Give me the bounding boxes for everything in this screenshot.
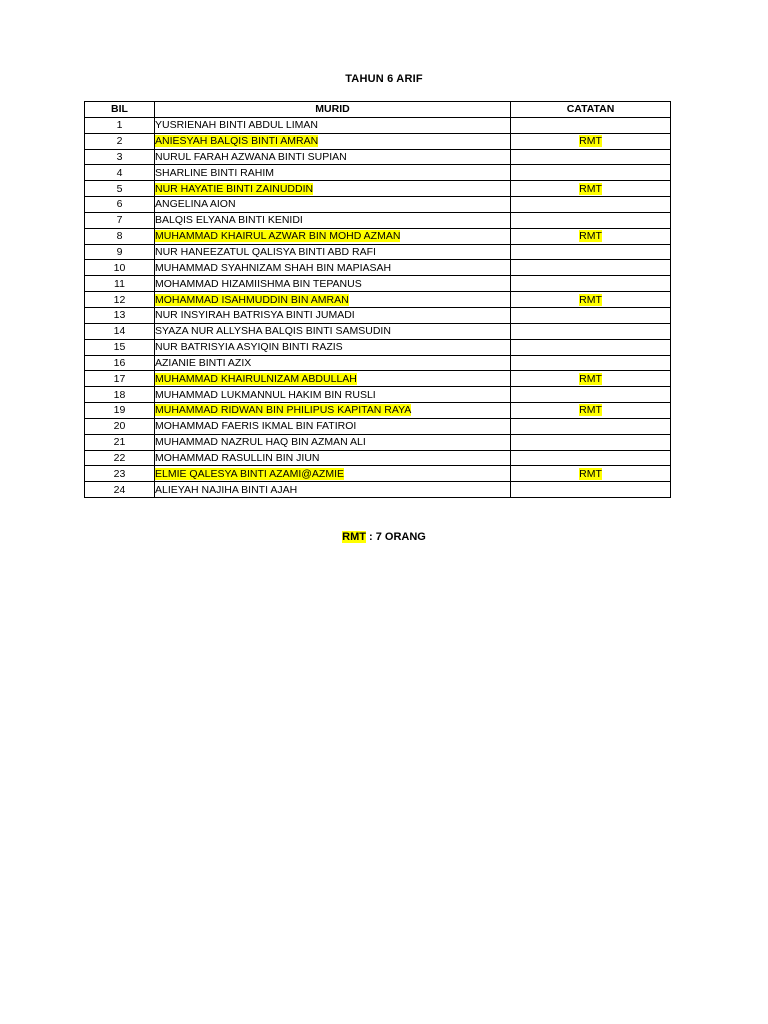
table-row (85, 292, 671, 308)
table-row (85, 355, 671, 371)
note-cell (511, 212, 671, 228)
note-cell (511, 307, 671, 323)
note-cell (511, 323, 671, 339)
table-row (85, 133, 671, 149)
row-number: 19 (85, 403, 155, 419)
note-text: RMT (579, 467, 602, 480)
row-number: 18 (85, 387, 155, 403)
table-row (85, 260, 671, 276)
student-name: SYAZA NUR ALLYSHA BALQIS BINTI SAMSUDIN (155, 325, 391, 338)
note-text: RMT (579, 230, 602, 243)
student-name-cell (155, 418, 511, 434)
summary-text: : 7 ORANG (365, 531, 426, 543)
student-name-cell (155, 165, 511, 181)
row-number: 2 (85, 133, 155, 149)
row-number: 11 (85, 276, 155, 292)
table-row (85, 212, 671, 228)
student-name: MUHAMMAD LUKMANNUL HAKIM BIN RUSLI (155, 388, 376, 401)
table-row (85, 244, 671, 260)
table-row (85, 228, 671, 244)
note-cell (511, 228, 671, 244)
student-name: YUSRIENAH BINTI ABDUL LIMAN (155, 119, 318, 132)
note-cell (511, 260, 671, 276)
student-name-cell (155, 403, 511, 419)
table-row (85, 434, 671, 450)
student-name: MUHAMMAD NAZRUL HAQ BIN AZMAN ALI (155, 436, 366, 449)
page-title: TAHUN 6 ARIF (345, 73, 423, 85)
student-name-cell (155, 339, 511, 355)
row-number: 4 (85, 165, 155, 181)
table-row (85, 165, 671, 181)
row-number: 23 (85, 466, 155, 482)
student-name-cell (155, 260, 511, 276)
note-cell (511, 149, 671, 165)
table-row (85, 181, 671, 197)
student-name-cell (155, 323, 511, 339)
student-name: MUHAMMAD SYAHNIZAM SHAH BIN MAPIASAH (155, 261, 392, 274)
row-number: 3 (85, 149, 155, 165)
row-number: 16 (85, 355, 155, 371)
student-name-cell (155, 212, 511, 228)
note-cell (511, 482, 671, 498)
student-name: MUHAMMAD RIDWAN BIN PHILIPUS KAPITAN RAYA (155, 404, 412, 417)
student-name-cell (155, 149, 511, 165)
row-number: 21 (85, 434, 155, 450)
student-name: MOHAMMAD ISAHMUDDIN BIN AMRAN (155, 293, 349, 306)
table-body (85, 117, 671, 497)
student-name: AZIANIE BINTI AZIX (155, 356, 252, 369)
column-header-murid: MURID (155, 102, 511, 118)
row-number: 6 (85, 197, 155, 213)
student-name: MOHAMMAD RASULLIN BIN JIUN (155, 451, 320, 464)
student-name-cell (155, 387, 511, 403)
student-name-cell (155, 228, 511, 244)
note-cell (511, 418, 671, 434)
table-row (85, 371, 671, 387)
note-cell (511, 466, 671, 482)
table-row (85, 403, 671, 419)
row-number: 9 (85, 244, 155, 260)
table-row (85, 197, 671, 213)
note-cell (511, 276, 671, 292)
note-cell (511, 117, 671, 133)
student-name-cell (155, 292, 511, 308)
table-row (85, 117, 671, 133)
row-number: 12 (85, 292, 155, 308)
row-number: 13 (85, 307, 155, 323)
table-row (85, 323, 671, 339)
table-row (85, 418, 671, 434)
table-row (85, 482, 671, 498)
note-cell (511, 244, 671, 260)
student-name: ELMIE QALESYA BINTI AZAMI@AZMIE (155, 467, 345, 480)
row-number: 10 (85, 260, 155, 276)
student-name-cell (155, 133, 511, 149)
table-row (85, 450, 671, 466)
student-name-cell (155, 181, 511, 197)
table-row (85, 149, 671, 165)
student-name-cell (155, 450, 511, 466)
note-cell (511, 403, 671, 419)
note-cell (511, 355, 671, 371)
student-name: NUR HAYATIE BINTI ZAINUDDIN (155, 182, 314, 195)
note-cell (511, 181, 671, 197)
note-text: RMT (579, 135, 602, 148)
student-name-cell (155, 307, 511, 323)
row-number: 24 (85, 482, 155, 498)
student-table (84, 101, 671, 498)
row-number: 8 (85, 228, 155, 244)
row-number: 5 (85, 181, 155, 197)
student-name-cell (155, 355, 511, 371)
row-number: 20 (85, 418, 155, 434)
note-cell (511, 450, 671, 466)
note-cell (511, 165, 671, 181)
table-header-row (85, 102, 671, 118)
student-name-cell (155, 466, 511, 482)
table-row (85, 466, 671, 482)
student-name: NUR BATRISYIA ASYIQIN BINTI RAZIS (155, 341, 343, 354)
student-name: MOHAMMAD FAERIS IKMAL BIN FATIROI (155, 420, 357, 433)
row-number: 15 (85, 339, 155, 355)
student-name: ANIESYAH BALQIS BINTI AMRAN (155, 135, 319, 148)
student-name: ALIEYAH NAJIHA BINTI AJAH (155, 483, 298, 496)
student-name-cell (155, 276, 511, 292)
row-number: 7 (85, 212, 155, 228)
note-text: RMT (579, 404, 602, 417)
table-row (85, 307, 671, 323)
note-text: RMT (579, 182, 602, 195)
note-cell (511, 339, 671, 355)
note-cell (511, 387, 671, 403)
note-cell (511, 197, 671, 213)
student-name-cell (155, 482, 511, 498)
student-name-cell (155, 117, 511, 133)
note-cell (511, 371, 671, 387)
summary-label: RMT (342, 531, 366, 543)
note-text: RMT (579, 372, 602, 385)
table-row (85, 387, 671, 403)
student-name: MUHAMMAD KHAIRUL AZWAR BIN MOHD AZMAN (155, 230, 401, 243)
student-name: MUHAMMAD KHAIRULNIZAM ABDULLAH (155, 372, 357, 385)
note-cell (511, 434, 671, 450)
column-header-bil: BIL (85, 102, 155, 118)
note-cell (511, 292, 671, 308)
row-number: 17 (85, 371, 155, 387)
table-row (85, 276, 671, 292)
row-number: 14 (85, 323, 155, 339)
row-number: 1 (85, 117, 155, 133)
student-name-cell (155, 371, 511, 387)
student-name: ANGELINA AION (155, 198, 236, 211)
student-name-cell (155, 244, 511, 260)
student-name: MOHAMMAD HIZAMIISHMA BIN TEPANUS (155, 277, 362, 290)
student-name-cell (155, 197, 511, 213)
row-number: 22 (85, 450, 155, 466)
student-name: NUR INSYIRAH BATRISYA BINTI JUMADI (155, 309, 355, 322)
rmt-summary (0, 531, 768, 543)
note-text: RMT (579, 293, 602, 306)
student-name: BALQIS ELYANA BINTI KENIDI (155, 214, 303, 227)
student-name-cell (155, 434, 511, 450)
student-name: SHARLINE BINTI RAHIM (155, 166, 275, 179)
note-cell (511, 133, 671, 149)
student-name: NUR HANEEZATUL QALISYA BINTI ABD RAFI (155, 246, 376, 259)
table-row (85, 339, 671, 355)
student-name: NURUL FARAH AZWANA BINTI SUPIAN (155, 150, 347, 163)
column-header-catatan: CATATAN (511, 102, 671, 118)
